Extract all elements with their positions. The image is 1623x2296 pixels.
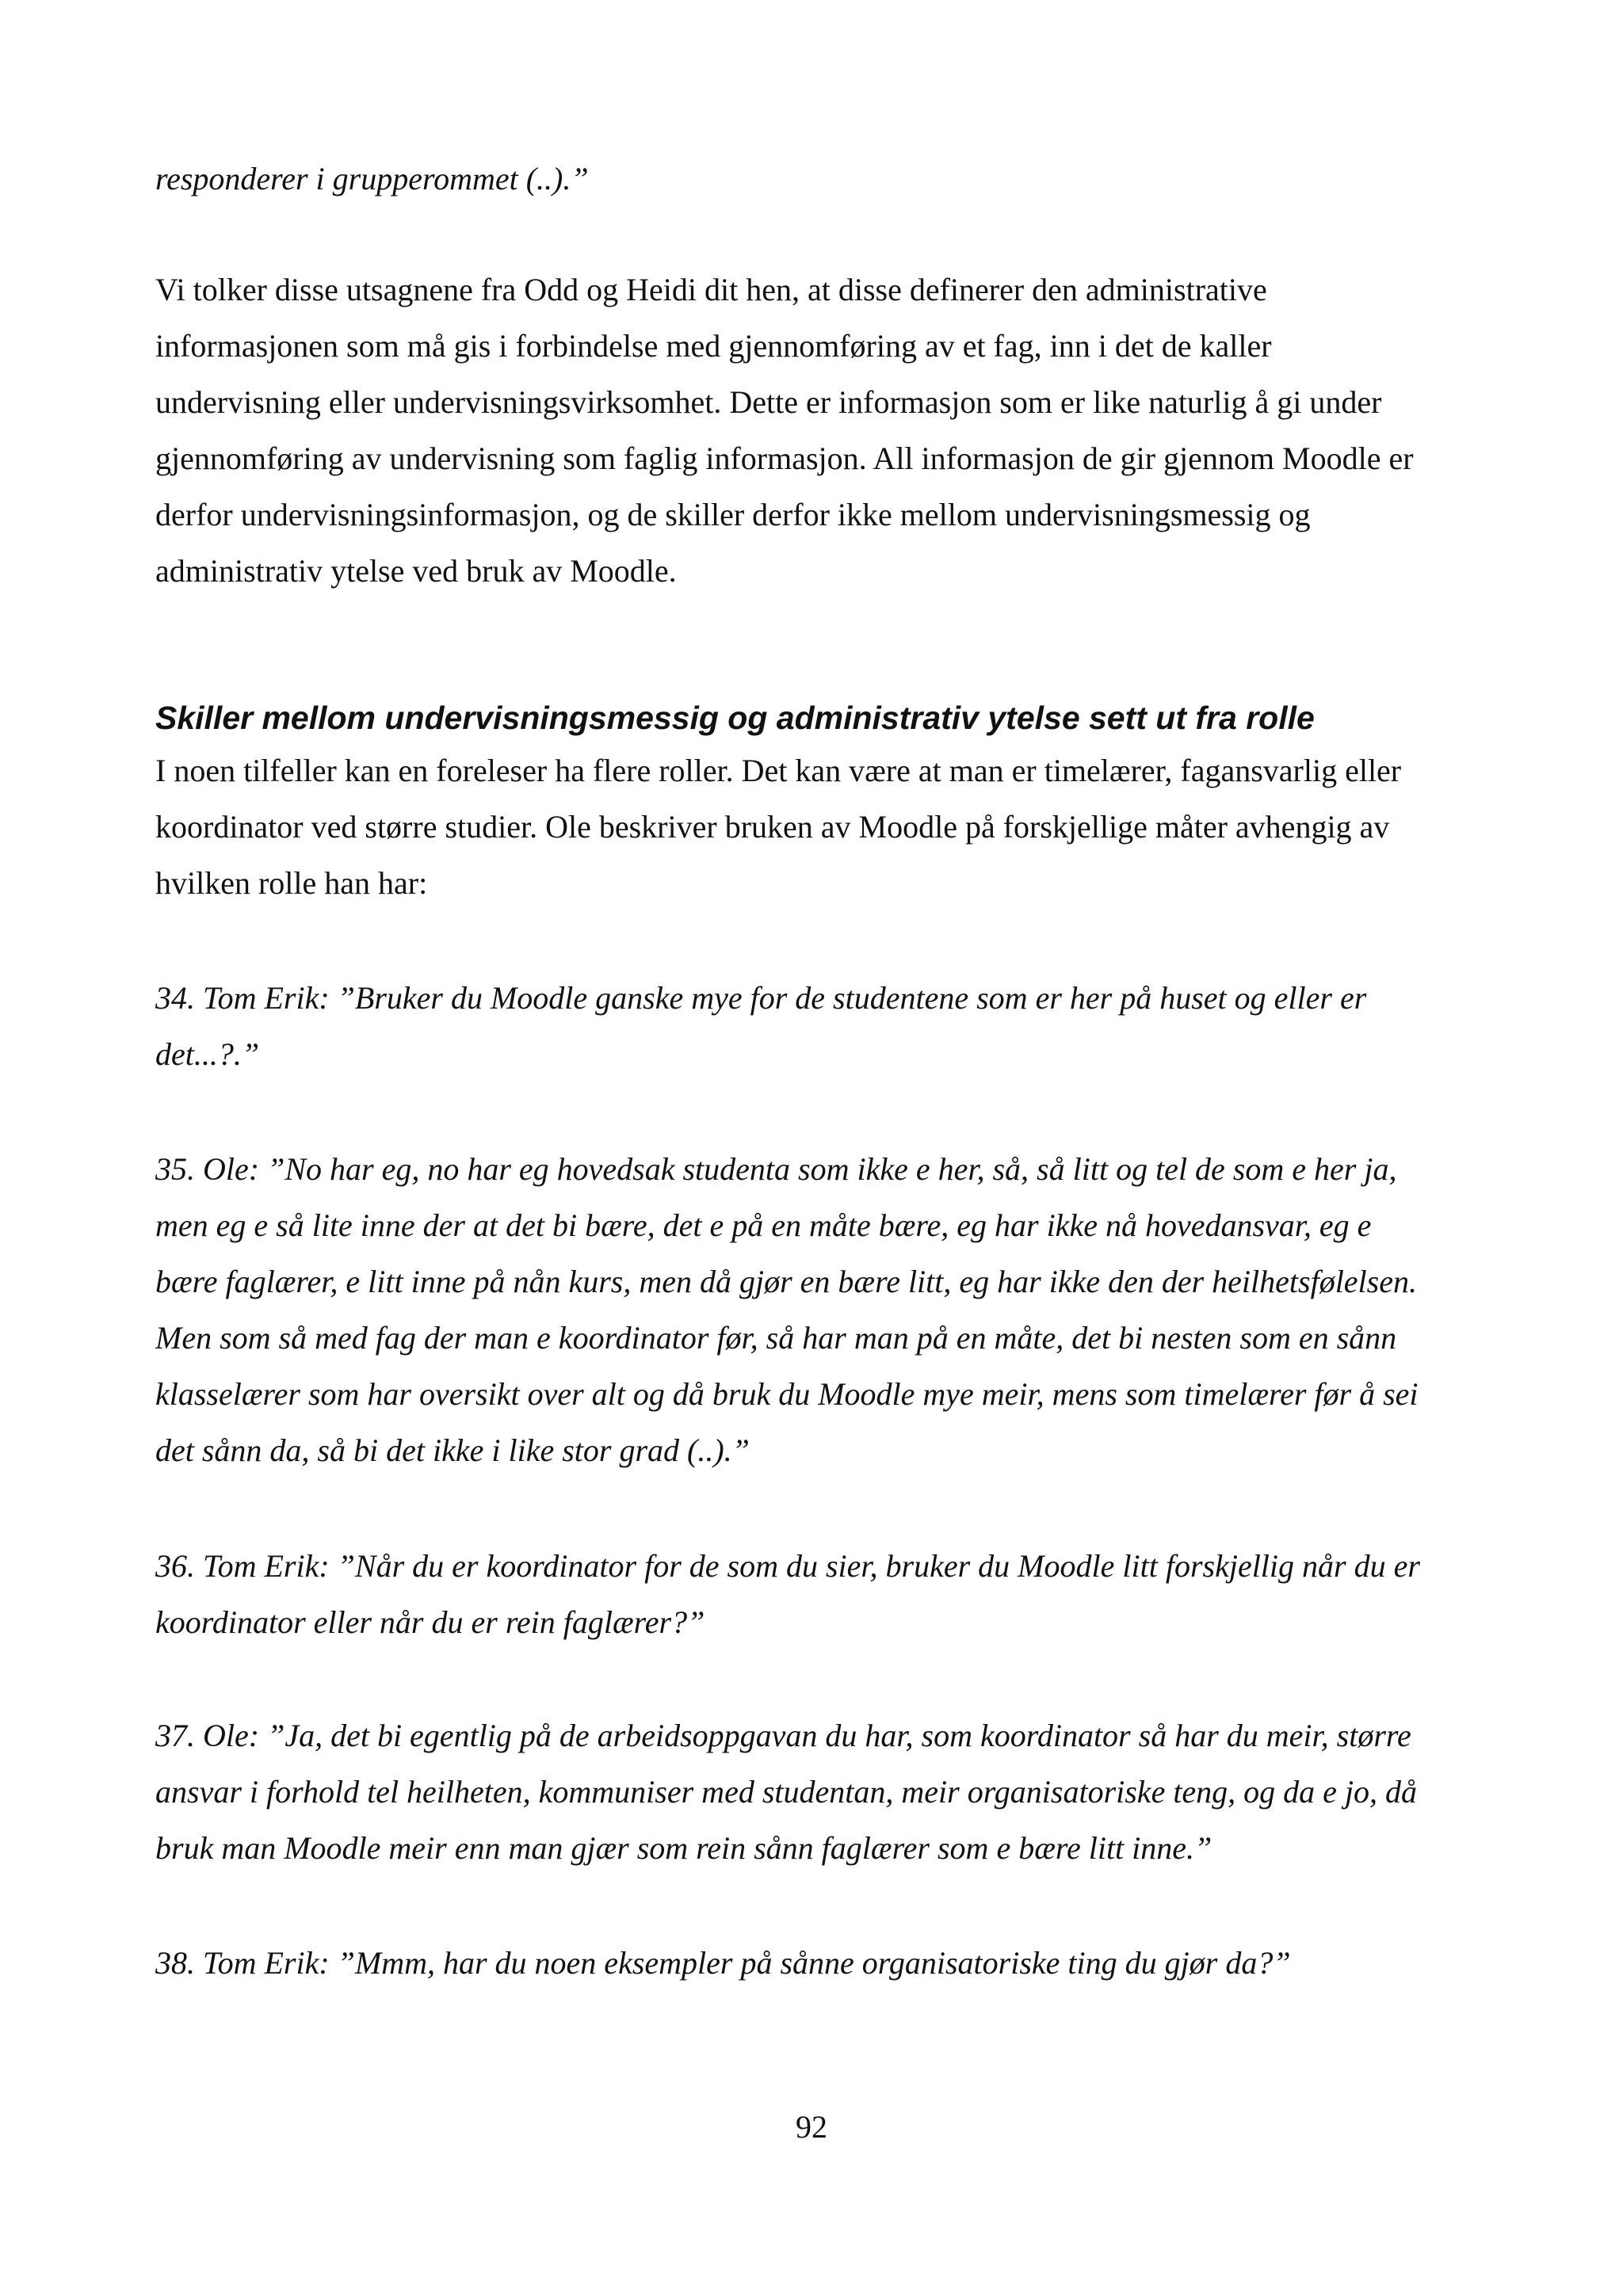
text-line: 34. Tom Erik: ”Bruker du Moodle ganske mye for de studentene som er her på huset og eller er <box>155 980 1367 1016</box>
interview-quote-38 <box>155 1935 1479 1991</box>
text-line: 38. Tom Erik: ”Mmm, har du noen eksempler på sånne organisatoriske ting du gjør da?” <box>155 1945 1291 1981</box>
text-line: det...?.” <box>155 1036 260 1072</box>
text-line: 36. Tom Erik: ”Når du er koordinator for de som du sier, bruker du Moodle litt forskjellig når du er <box>155 1548 1420 1584</box>
text-line: administrativ ytelse ved bruk av Moodle. <box>155 553 677 589</box>
text-line: klasselærer som har oversikt over alt og då bruk du Moodle mye meir, mens som timelærer før å sei <box>155 1376 1419 1412</box>
interview-quote-35 <box>155 1141 1479 1478</box>
page-number: 92 <box>796 2109 827 2145</box>
text-line: Vi tolker disse utsagnene fra Odd og Heidi dit hen, at disse definerer den administrative <box>155 272 1267 307</box>
text-line: bruk man Moodle meir enn man gjær som rein sånn faglærer som e bære litt inne.” <box>155 1830 1212 1866</box>
text-line: I noen tilfeller kan en foreleser ha flere roller. Det kan være at man er timelærer, fagansvarlig eller <box>155 753 1402 788</box>
text-line: koordinator ved større studier. Ole beskriver bruken av Moodle på forskjellige måter avhengig av <box>155 809 1390 845</box>
interview-quote-36 <box>155 1538 1479 1650</box>
paragraph-roles <box>155 742 1479 911</box>
text-line: informasjonen som må gis i forbindelse med gjennomføring av et fag, inn i det de kaller <box>155 328 1272 364</box>
text-line: responderer i grupperommet (..).” <box>155 161 589 196</box>
text-line: gjennomføring av undervisning som faglig informasjon. All informasjon de gir gjennom Moodle er <box>155 441 1414 476</box>
text-line: undervisning eller undervisningsvirksomhet. Dette er informasjon som er like naturlig å gi under <box>155 384 1382 420</box>
text-line: koordinator eller når du er rein faglærer?” <box>155 1604 705 1640</box>
text-line: Men som så med fag der man e koordinator før, så har man på en måte, det bi nesten som en sånn <box>155 1320 1397 1356</box>
text-line: derfor undervisningsinformasjon, og de skiller derfor ikke mellom undervisningsmessig og <box>155 497 1311 532</box>
text-line: bære faglærer, e litt inne på nån kurs, men då gjør en bære litt, eg har ikke den der heilhetsfølelsen. <box>155 1264 1417 1299</box>
paragraph-interpretation <box>155 261 1479 599</box>
text-line: det sånn da, så bi det ikke i like stor grad (..).” <box>155 1432 750 1468</box>
section-heading: Skiller mellom undervisningsmessig og administrativ ytelse sett ut fra rolle <box>155 700 1315 736</box>
interview-quote-37 <box>155 1707 1479 1876</box>
text-line: men eg e så lite inne der at det bi bære, det e på en måte bære, eg har ikke nå hovedansvar, eg e <box>155 1207 1372 1243</box>
interview-quote-34 <box>155 970 1479 1082</box>
quote-continuation <box>155 151 1479 207</box>
text-line: 35. Ole: ”No har eg, no har eg hovedsak studenta som ikke e her, så, så litt og tel de som e her ja, <box>155 1151 1397 1187</box>
text-line: hvilken rolle han har: <box>155 865 428 901</box>
text-line: 37. Ole: ”Ja, det bi egentlig på de arbeidsoppgavan du har, som koordinator så har du meir, større <box>155 1718 1411 1753</box>
text-line: ansvar i forhold tel heilheten, kommuniser med studentan, meir organisatoriske teng, og da e jo, då <box>155 1774 1418 1810</box>
